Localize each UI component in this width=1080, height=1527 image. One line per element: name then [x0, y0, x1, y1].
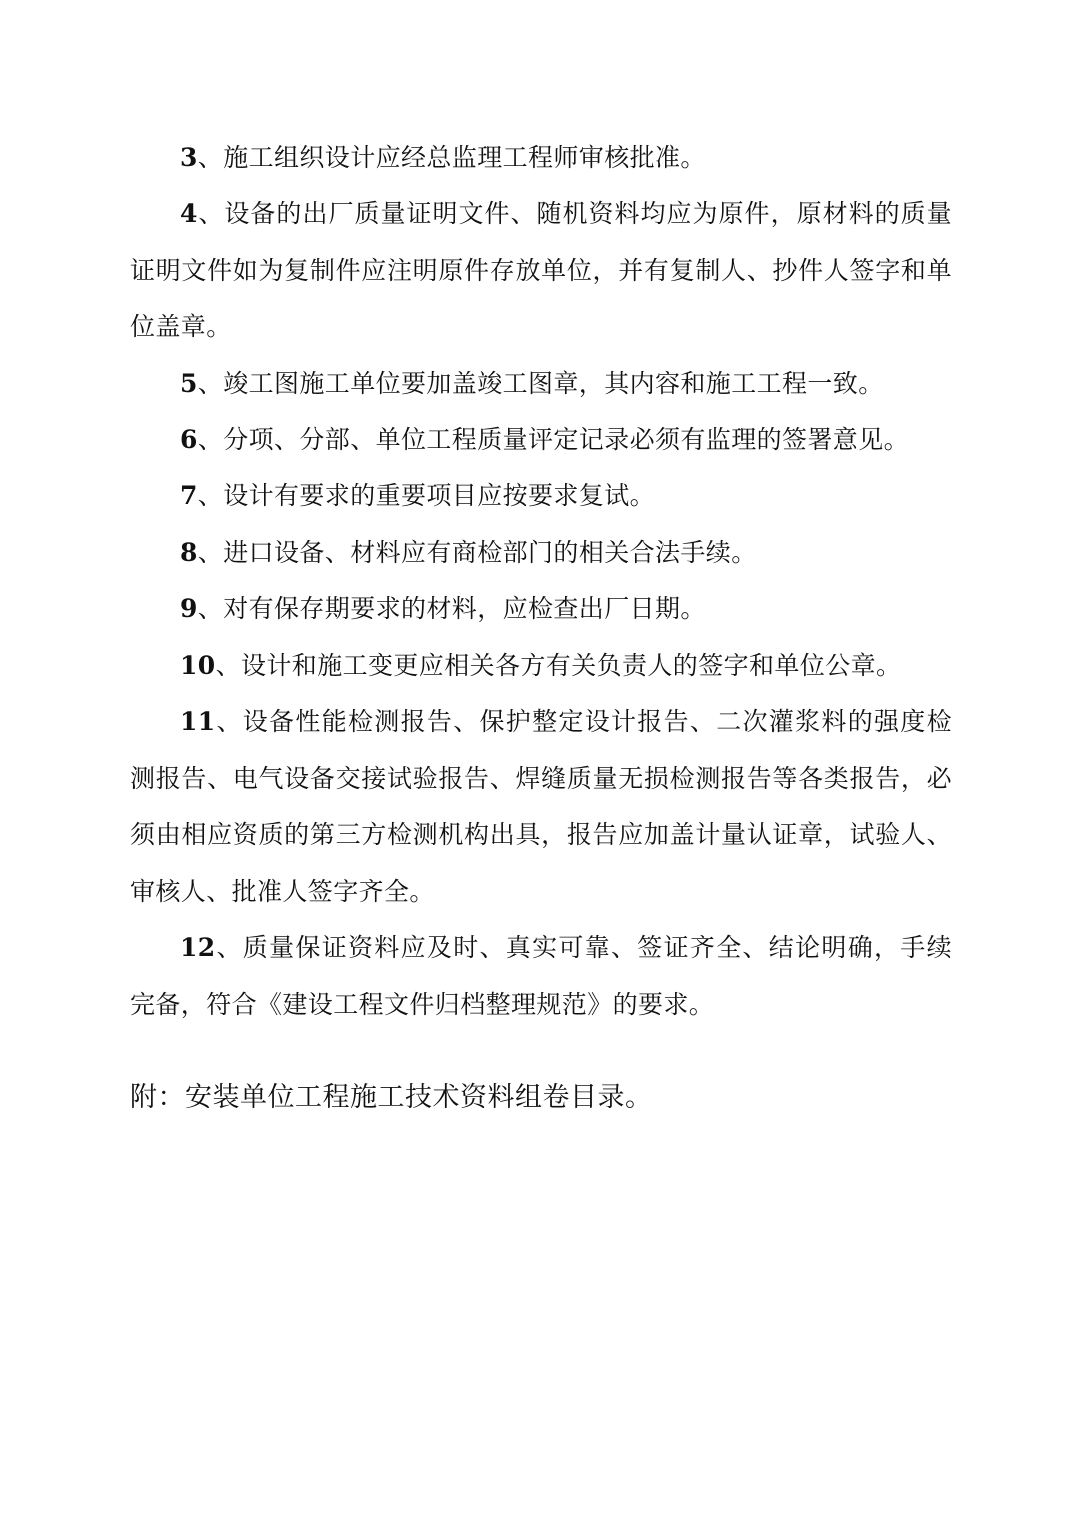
clause-separator: 、 [197, 369, 224, 398]
clause-separator: 、 [197, 538, 224, 567]
clause-number: 4 [180, 199, 198, 228]
clause-number: 5 [180, 369, 198, 398]
clause-12 [130, 920, 952, 1033]
clause-text: 对有保存期要求的材料，应检查出厂日期。 [223, 594, 706, 623]
clause-separator: 、 [197, 481, 224, 510]
clause-separator: 、 [215, 651, 241, 680]
clause-text: 进口设备、材料应有商检部门的相关合法手续。 [223, 538, 757, 567]
clause-9 [130, 581, 952, 638]
clause-11 [130, 694, 952, 920]
clause-number: 11 [180, 707, 216, 736]
clause-text: 施工组织设计应经总监理工程师审核批准。 [223, 143, 706, 172]
clause-5 [130, 356, 952, 413]
clause-number: 3 [180, 143, 198, 172]
clause-separator: 、 [215, 707, 243, 736]
clause-text: 竣工图施工单位要加盖竣工图章，其内容和施工工程一致。 [223, 369, 884, 398]
clause-separator: 、 [197, 143, 224, 172]
clause-text: 设计有要求的重要项目应按要求复试。 [223, 481, 656, 510]
clause-separator: 、 [197, 199, 225, 228]
clause-separator: 、 [215, 933, 243, 962]
appendix-note: 附：安装单位工程施工技术资料组卷目录。 [130, 1082, 653, 1113]
clause-number: 7 [180, 481, 198, 510]
clause-number: 12 [180, 933, 216, 962]
clause-8 [130, 525, 952, 582]
clause-number: 8 [180, 538, 198, 567]
clause-text: 设备性能检测报告、保护整定设计报告、二次灌浆料的强度检测报告、电气设备交接试验报告、焊缝质量无损检测报告等各类报告，必须由相应资质的第三方检测机构出具，报告应加盖计量认证章，试验人、审核人、批准人签字齐全。 [130, 707, 952, 906]
clause-6 [130, 412, 952, 469]
clause-3 [130, 130, 952, 187]
clause-text: 设备的出厂质量证明文件、随机资料均应为原件，原材料的质量证明文件如为复制件应注明原件存放单位，并有复制人、抄件人签字和单位盖章。 [130, 199, 953, 341]
clause-4 [130, 186, 952, 356]
clause-7 [130, 468, 952, 525]
clause-10 [130, 638, 952, 695]
clause-text: 设计和施工变更应相关各方有关负责人的签字和单位公章。 [241, 651, 902, 680]
clause-separator: 、 [197, 425, 224, 454]
clause-text: 质量保证资料应及时、真实可靠、签证齐全、结论明确，手续完备，符合《建设工程文件归档整理规范》的要求。 [130, 933, 952, 1019]
clause-number: 9 [180, 594, 198, 623]
clause-number: 6 [180, 425, 198, 454]
clause-separator: 、 [197, 594, 224, 623]
clause-text: 分项、分部、单位工程质量评定记录必须有监理的签署意见。 [223, 425, 910, 454]
clause-number: 10 [180, 651, 216, 680]
